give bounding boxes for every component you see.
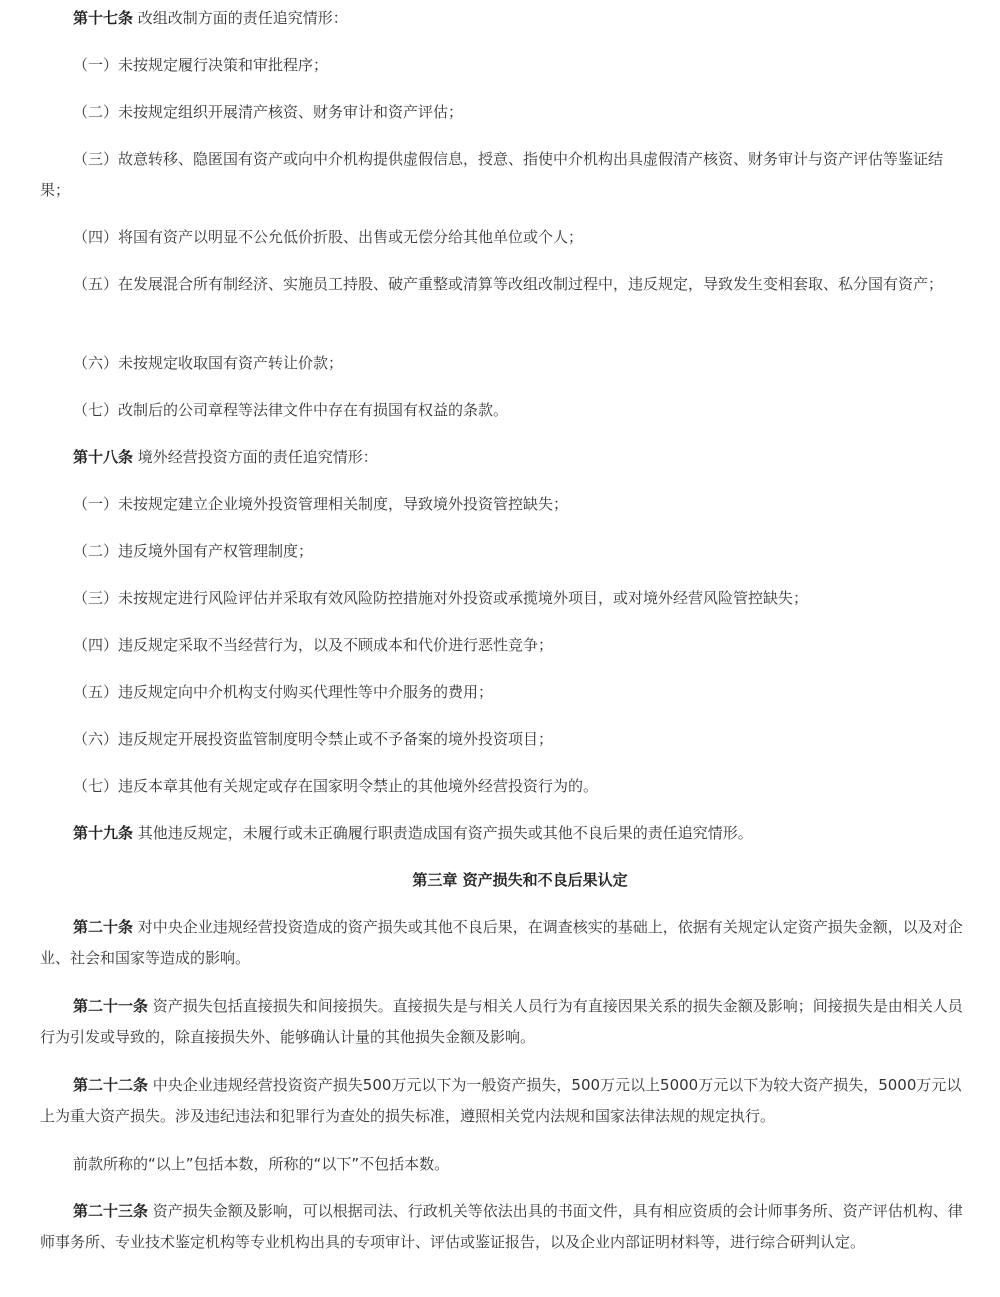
article-17-intro: 第十七条 改组改制方面的责任追究情形： bbox=[73, 9, 348, 27]
list-item: （二）未按规定组织开展清产核资、财务审计和资产评估； bbox=[73, 103, 464, 121]
list-item: （二）违反境外国有产权管理制度； bbox=[73, 542, 314, 560]
list-item: （一）未按规定建立企业境外投资管理相关制度，导致境外投资管控缺失； bbox=[73, 495, 569, 513]
list-item: （五）在发展混合所有制经济、实施员工持股、破产重整或清算等改组改制过程中，违反规定，导致发生变相套取、私分国有资产； bbox=[73, 275, 944, 293]
list-item: （四）违反规定采取不当经营行为，以及不顾成本和代价进行恶性竞争； bbox=[73, 636, 554, 654]
list-item: （七）改制后的公司章程等法律文件中存在有损国有权益的条款。 bbox=[73, 401, 509, 419]
article-23: 第二十三条 资产损失金额及影响，可以根据司法、行政机关等依法出具的书面文件，具有相应资质的会计师事务所、资产评估机构、律师事务所、专业技术鉴定机构等专业机构出具的专项审计、评估或鉴证报告，以及企业内部证明材料等，进行综合研判认定。 bbox=[40, 1202, 963, 1251]
article-22-note: 前款所称的“以上”包括本数，所称的“以下”不包括本数。 bbox=[73, 1155, 450, 1173]
list-item: （六）违反规定开展投资监管制度明令禁止或不予备案的境外投资项目； bbox=[73, 730, 554, 748]
list-item: （四）将国有资产以明显不公允低价折股、出售或无偿分给其他单位或个人； bbox=[73, 228, 584, 246]
article-21: 第二十一条 资产损失包括直接损失和间接损失。直接损失是与相关人员行为有直接因果关系的损失金额及影响；间接损失是由相关人员行为引发或导致的，除直接损失外、能够确认计量的其他损失金额及影响。 bbox=[40, 997, 963, 1046]
list-item: （七）违反本章其他有关规定或存在国家明令禁止的其他境外经营投资行为的。 bbox=[73, 777, 599, 795]
article-20: 第二十条 对中央企业违规经营投资造成的资产损失或其他不良后果，在调查核实的基础上，依据有关规定认定资产损失金额，以及对企业、社会和国家等造成的影响。 bbox=[40, 918, 963, 967]
article-19: 第十九条 其他违反规定，未履行或未正确履行职责造成国有资产损失或其他不良后果的责任追究情形。 bbox=[73, 824, 753, 842]
list-item: （三）未按规定进行风险评估并采取有效风险防控措施对外投资或承揽境外项目，或对境外经营风险管控缺失； bbox=[73, 589, 809, 607]
article-22: 第二十二条 中央企业违规经营投资资产损失500万元以下为一般资产损失，500万元以上5000万元以下为较大资产损失，5000万元以上为重大资产损失。涉及违纪违法和犯罪行为查处的损失标准，遵照相关党内法规和国家法律法规的规定执行。 bbox=[40, 1076, 962, 1125]
list-item: （一）未按规定履行决策和审批程序； bbox=[73, 56, 329, 74]
chapter-3-heading: 第三章 资产损失和不良后果认定 bbox=[412, 871, 628, 889]
list-item: （六）未按规定收取国有资产转让价款； bbox=[73, 354, 344, 372]
list-item: （三）故意转移、隐匿国有资产或向中介机构提供虚假信息，授意、指使中介机构出具虚假清产核资、财务审计与资产评估等鉴证结果； bbox=[40, 150, 944, 199]
article-18-intro: 第十八条 境外经营投资方面的责任追究情形： bbox=[73, 448, 378, 466]
list-item: （五）违反规定向中介机构支付购买代理性等中介服务的费用； bbox=[73, 683, 494, 701]
